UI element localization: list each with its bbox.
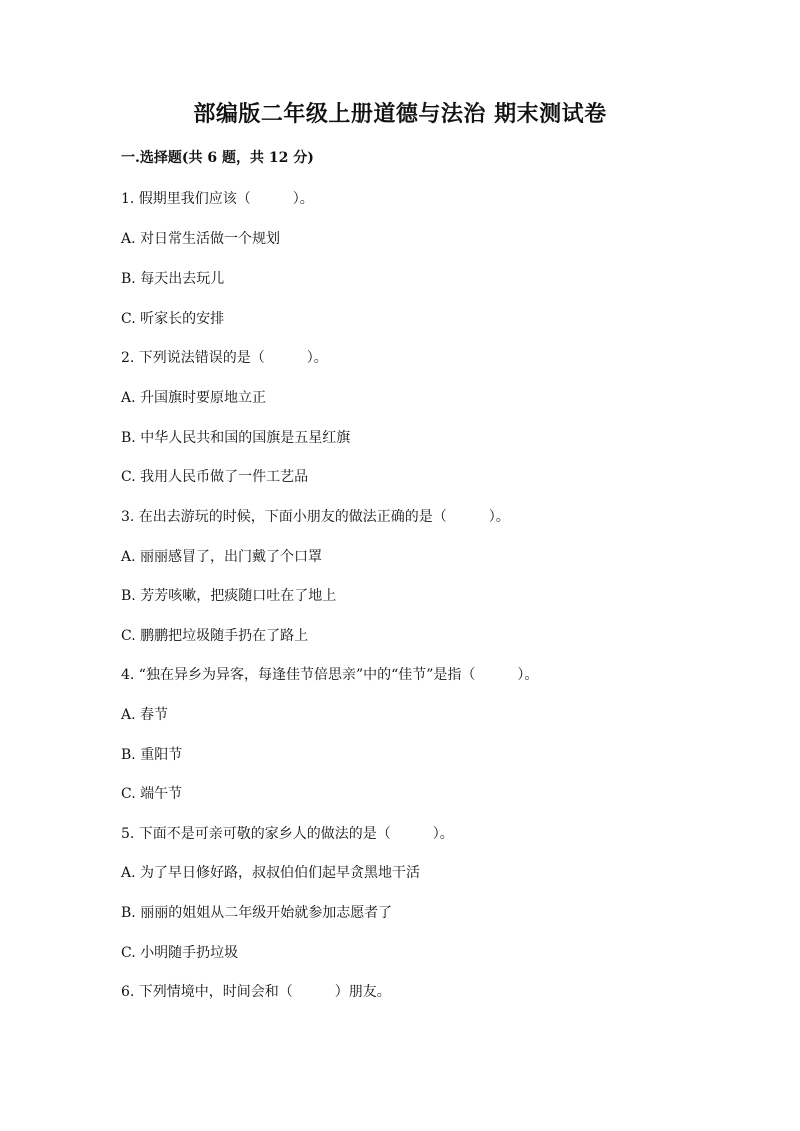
question-3-option-a: A. 丽丽感冒了，出门戴了个口罩 bbox=[121, 549, 323, 565]
question-4-stem: 4. “独在异乡为异客，每逢佳节倍思亲”中的“佳节”是指（ ）。 bbox=[121, 667, 539, 683]
question-3-stem: 3. 在出去游玩的时候，下面小朋友的做法正确的是（ ）。 bbox=[121, 509, 510, 525]
question-1-option-a: A. 对日常生活做一个规划 bbox=[121, 231, 281, 247]
question-2-option-a: A. 升国旗时要原地立正 bbox=[121, 390, 267, 406]
question-1-option-c: C. 听家长的安排 bbox=[121, 311, 225, 327]
question-1-option-b: B. 每天出去玩儿 bbox=[121, 271, 225, 287]
question-4-option-c: C. 端午节 bbox=[121, 786, 183, 802]
question-1-stem: 1. 假期里我们应该（ ）。 bbox=[121, 191, 314, 207]
question-5-stem: 5. 下面不是可亲可敬的家乡人的做法的是（ ）。 bbox=[121, 826, 454, 842]
question-5-option-c: C. 小明随手扔垃圾 bbox=[121, 945, 239, 961]
question-5-option-b: B. 丽丽的姐姐从二年级开始就参加志愿者了 bbox=[121, 905, 393, 921]
question-6-stem: 6. 下列情境中，时间会和（ ）朋友。 bbox=[121, 984, 391, 1000]
question-3-option-b: B. 芳芳咳嗽，把痰随口吐在了地上 bbox=[121, 588, 337, 604]
question-3-option-c: C. 鹏鹏把垃圾随手扔在了路上 bbox=[121, 628, 309, 644]
question-4-option-b: B. 重阳节 bbox=[121, 747, 183, 763]
question-4-option-a: A. 春节 bbox=[121, 707, 169, 723]
section-heading: 一.选择题(共 6 题，共 12 分) bbox=[121, 150, 314, 166]
page-title: 部编版二年级上册道德与法治 期末测试卷 bbox=[193, 101, 607, 127]
question-2-stem: 2. 下列说法错误的是（ ）。 bbox=[121, 350, 328, 366]
question-5-option-a: A. 为了早日修好路，叔叔伯伯们起早贪黑地干活 bbox=[121, 865, 421, 881]
question-2-option-c: C. 我用人民币做了一件工艺品 bbox=[121, 469, 309, 485]
question-2-option-b: B. 中华人民共和国的国旗是五星红旗 bbox=[121, 430, 351, 446]
